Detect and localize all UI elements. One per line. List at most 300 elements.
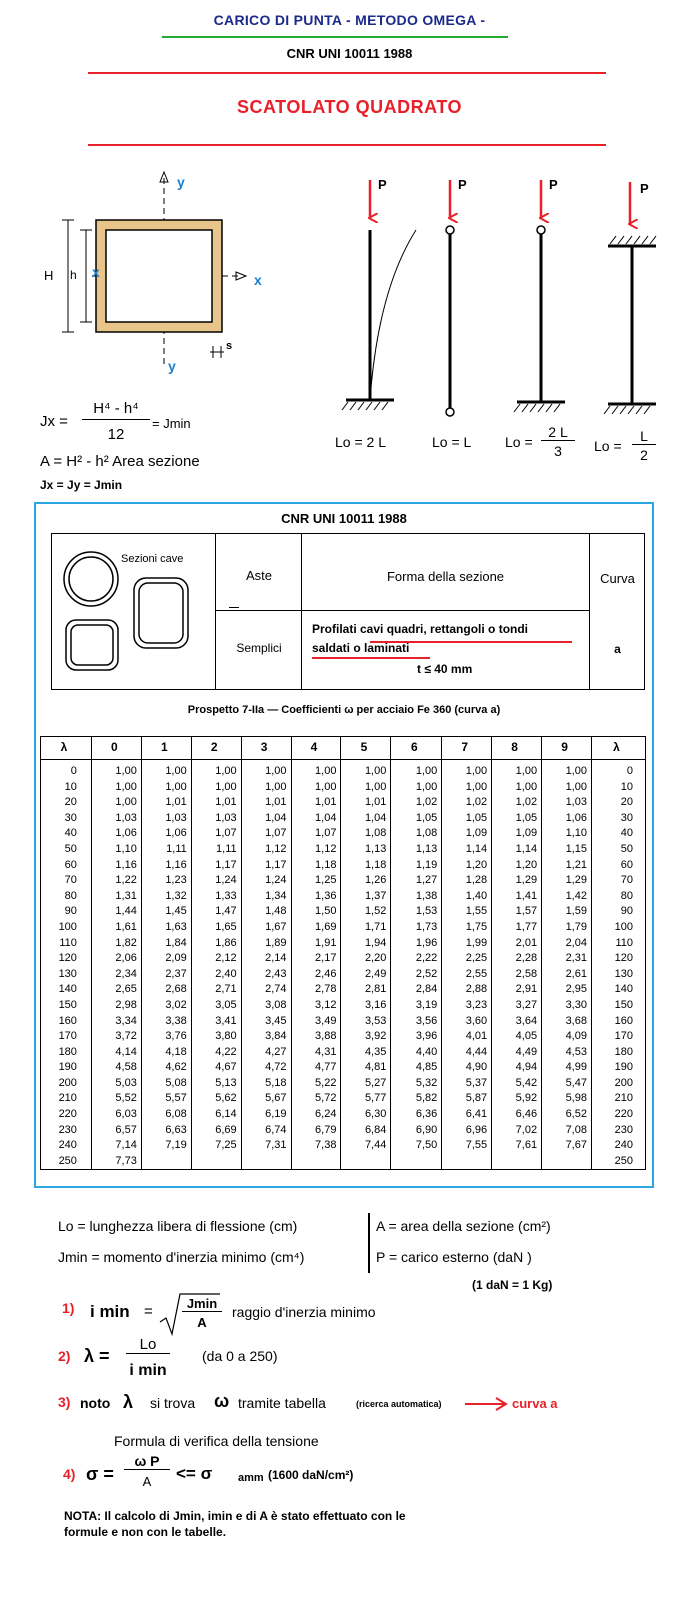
columns-diagram bbox=[320, 170, 699, 430]
step-3-text2: si trova bbox=[150, 1395, 196, 1411]
lambda-cell: 80 bbox=[41, 889, 92, 905]
omega-cell: 1,73 bbox=[391, 920, 442, 936]
lambda-cell: 20 bbox=[41, 795, 92, 811]
omega-cell bbox=[442, 1154, 492, 1170]
omega-cell: 5,03 bbox=[91, 1076, 141, 1092]
lambda-cell: 230 bbox=[41, 1123, 92, 1139]
omega-header-cell: 0 bbox=[91, 737, 141, 760]
omega-cell: 3,88 bbox=[291, 1029, 341, 1045]
lambda-cell: 10 bbox=[591, 780, 645, 796]
omega-cell: 1,33 bbox=[191, 889, 241, 905]
red-divider-bottom bbox=[88, 144, 606, 146]
omega-cell: 1,06 bbox=[542, 811, 592, 827]
omega-cell: 7,50 bbox=[391, 1138, 442, 1154]
omega-cell: 2,34 bbox=[91, 967, 141, 983]
step-2-num: Lo bbox=[126, 1336, 170, 1354]
omega-row bbox=[41, 982, 646, 998]
omega-cell: 7,02 bbox=[492, 1123, 542, 1139]
omega-cell: 6,08 bbox=[141, 1107, 191, 1123]
omega-row bbox=[41, 811, 646, 827]
omega-cell: 1,20 bbox=[442, 858, 492, 874]
step-1-desc: raggio d'inerzia minimo bbox=[232, 1304, 376, 1320]
omega-cell: 1,02 bbox=[492, 795, 542, 811]
omega-cell: 5,08 bbox=[141, 1076, 191, 1092]
omega-cell: 1,29 bbox=[492, 873, 542, 889]
omega-row bbox=[41, 1029, 646, 1045]
omega-cell: 2,55 bbox=[442, 967, 492, 983]
step-1-num: Jmin bbox=[182, 1296, 222, 1312]
green-divider bbox=[162, 36, 508, 38]
omega-cell: 4,14 bbox=[91, 1045, 141, 1061]
step-3-auto: (ricerca automatica) bbox=[356, 1399, 442, 1409]
omega-cell: 1,09 bbox=[442, 826, 492, 842]
x-label-right: x bbox=[254, 272, 262, 288]
lambda-cell: 150 bbox=[41, 998, 92, 1014]
hollow-sections-icon bbox=[58, 548, 208, 678]
omega-cell: 1,53 bbox=[391, 904, 442, 920]
omega-row bbox=[41, 760, 646, 780]
lambda-cell: 0 bbox=[41, 760, 92, 780]
omega-cell: 4,31 bbox=[291, 1045, 341, 1061]
omega-cell: 2,46 bbox=[291, 967, 341, 983]
omega-header-cell: λ bbox=[41, 737, 92, 760]
omega-cell: 1,91 bbox=[291, 936, 341, 952]
step-1-number: 1) bbox=[62, 1300, 75, 1316]
omega-cell: 1,99 bbox=[442, 936, 492, 952]
legend-jmin: Jmin = momento d'inerzia minimo (cm⁴) bbox=[58, 1249, 305, 1265]
omega-cell: 2,43 bbox=[241, 967, 291, 983]
red-divider-top bbox=[88, 72, 606, 74]
y-label-bottom: y bbox=[168, 358, 176, 374]
omega-cell: 4,53 bbox=[542, 1045, 592, 1061]
omega-cell: 1,82 bbox=[91, 936, 141, 952]
omega-cell: 5,18 bbox=[241, 1076, 291, 1092]
omega-row bbox=[41, 1091, 646, 1107]
col-forma-header: Forma della sezione bbox=[386, 569, 505, 584]
omega-cell: 1,03 bbox=[191, 811, 241, 827]
step-3-lambda: λ bbox=[123, 1392, 134, 1412]
omega-cell: 4,01 bbox=[442, 1029, 492, 1045]
omega-cell bbox=[191, 1154, 241, 1170]
omega-cell: 1,01 bbox=[191, 795, 241, 811]
omega-row bbox=[41, 1138, 646, 1154]
omega-cell: 1,40 bbox=[442, 889, 492, 905]
omega-cell: 6,63 bbox=[141, 1123, 191, 1139]
omega-cell: 2,71 bbox=[191, 982, 241, 998]
omega-cell: 1,45 bbox=[141, 904, 191, 920]
lambda-cell: 170 bbox=[591, 1029, 645, 1045]
lambda-cell: 60 bbox=[591, 858, 645, 874]
omega-cell: 2,81 bbox=[341, 982, 391, 998]
omega-cell: 1,02 bbox=[391, 795, 442, 811]
omega-cell bbox=[241, 1154, 291, 1170]
omega-cell: 2,52 bbox=[391, 967, 442, 983]
omega-cell: 1,57 bbox=[492, 904, 542, 920]
omega-cell: 1,00 bbox=[241, 760, 291, 780]
omega-cell bbox=[341, 1154, 391, 1170]
omega-cell: 2,20 bbox=[341, 951, 391, 967]
omega-cell: 6,79 bbox=[291, 1123, 341, 1139]
omega-cell: 5,27 bbox=[341, 1076, 391, 1092]
H-label: H bbox=[44, 268, 54, 283]
omega-header-cell: 7 bbox=[442, 737, 492, 760]
omega-cell: 1,16 bbox=[91, 858, 141, 874]
omega-cell: 1,38 bbox=[391, 889, 442, 905]
omega-cell: 1,24 bbox=[191, 873, 241, 889]
omega-cell: 4,67 bbox=[191, 1060, 241, 1076]
omega-cell: 1,08 bbox=[341, 826, 391, 842]
omega-row bbox=[41, 842, 646, 858]
omega-cell: 1,00 bbox=[391, 760, 442, 780]
lambda-cell: 160 bbox=[41, 1014, 92, 1030]
omega-cell: 1,18 bbox=[341, 858, 391, 874]
omega-cell: 1,00 bbox=[241, 780, 291, 796]
omega-cell: 3,08 bbox=[241, 998, 291, 1014]
omega-row bbox=[41, 1123, 646, 1139]
omega-cell: 1,03 bbox=[91, 811, 141, 827]
omega-cell: 1,55 bbox=[442, 904, 492, 920]
P-label-3: P bbox=[549, 177, 558, 192]
omega-row bbox=[41, 1014, 646, 1030]
omega-cell bbox=[391, 1154, 442, 1170]
P-label-2: P bbox=[458, 177, 467, 192]
lambda-cell: 130 bbox=[41, 967, 92, 983]
omega-cell: 1,00 bbox=[91, 760, 141, 780]
omega-cell: 2,78 bbox=[291, 982, 341, 998]
h-label: h bbox=[70, 268, 77, 282]
omega-row bbox=[41, 967, 646, 983]
omega-cell: 2,06 bbox=[91, 951, 141, 967]
omega-cell: 1,00 bbox=[91, 795, 141, 811]
step-2-den: i min bbox=[129, 1362, 167, 1379]
step-3-omega: ω bbox=[214, 1391, 230, 1411]
omega-cell: 1,01 bbox=[291, 795, 341, 811]
step-2-desc: (da 0 a 250) bbox=[202, 1348, 278, 1364]
omega-cell: 3,16 bbox=[341, 998, 391, 1014]
omega-cell: 1,25 bbox=[291, 873, 341, 889]
omega-cell: 1,00 bbox=[442, 780, 492, 796]
col-aste-header: Aste bbox=[245, 568, 272, 583]
omega-cell: 6,19 bbox=[241, 1107, 291, 1123]
lambda-cell: 110 bbox=[41, 936, 92, 952]
omega-cell: 5,87 bbox=[442, 1091, 492, 1107]
omega-cell: 1,01 bbox=[341, 795, 391, 811]
lambda-cell: 100 bbox=[591, 920, 645, 936]
omega-cell: 2,37 bbox=[141, 967, 191, 983]
omega-cell: 1,16 bbox=[141, 858, 191, 874]
omega-row bbox=[41, 858, 646, 874]
omega-cell: 4,85 bbox=[391, 1060, 442, 1076]
omega-cell: 6,96 bbox=[442, 1123, 492, 1139]
omega-cell: 6,36 bbox=[391, 1107, 442, 1123]
omega-cell: 3,49 bbox=[291, 1014, 341, 1030]
lo-case-3-den: 3 bbox=[554, 443, 562, 459]
omega-cell: 1,31 bbox=[91, 889, 141, 905]
section-type-title: SCATOLATO QUADRATO bbox=[237, 97, 462, 117]
P-label-4: P bbox=[640, 181, 649, 196]
omega-cell: 1,06 bbox=[91, 826, 141, 842]
omega-header-cell: 2 bbox=[191, 737, 241, 760]
col-curva-header: Curva bbox=[600, 571, 635, 586]
omega-cell: 6,30 bbox=[341, 1107, 391, 1123]
omega-cell: 5,42 bbox=[492, 1076, 542, 1092]
omega-cell: 4,49 bbox=[492, 1045, 542, 1061]
lambda-cell: 70 bbox=[41, 873, 92, 889]
omega-cell: 1,63 bbox=[141, 920, 191, 936]
omega-cell: 6,74 bbox=[241, 1123, 291, 1139]
omega-cell: 3,53 bbox=[341, 1014, 391, 1030]
lo-case-1: Lo = 2 L bbox=[335, 434, 386, 450]
omega-cell: 7,55 bbox=[442, 1138, 492, 1154]
lambda-cell: 0 bbox=[591, 760, 645, 780]
omega-cell: 5,92 bbox=[492, 1091, 542, 1107]
lo-case-4-den: 2 bbox=[640, 447, 648, 463]
step-4-sigma: σ = bbox=[86, 1464, 114, 1484]
row-aste-value: Semplici bbox=[236, 641, 282, 655]
legend-lo: Lo = lunghezza libera di flessione (cm) bbox=[58, 1218, 298, 1234]
lambda-cell: 210 bbox=[591, 1091, 645, 1107]
omega-cell: 2,22 bbox=[391, 951, 442, 967]
omega-cell: 1,03 bbox=[141, 811, 191, 827]
omega-cell: 5,47 bbox=[542, 1076, 592, 1092]
omega-cell: 3,68 bbox=[542, 1014, 592, 1030]
lambda-cell: 10 bbox=[41, 780, 92, 796]
lambda-cell: 210 bbox=[41, 1091, 92, 1107]
omega-cell: 1,37 bbox=[341, 889, 391, 905]
omega-cell: 1,00 bbox=[191, 780, 241, 796]
omega-cell: 6,03 bbox=[91, 1107, 141, 1123]
omega-cell: 1,50 bbox=[291, 904, 341, 920]
omega-cell: 5,22 bbox=[291, 1076, 341, 1092]
omega-cell: 1,67 bbox=[241, 920, 291, 936]
omega-cell: 1,42 bbox=[542, 889, 592, 905]
omega-row bbox=[41, 780, 646, 796]
lambda-cell: 190 bbox=[591, 1060, 645, 1076]
omega-cell: 2,01 bbox=[492, 936, 542, 952]
omega-cell: 6,90 bbox=[391, 1123, 442, 1139]
omega-cell: 6,14 bbox=[191, 1107, 241, 1123]
lambda-cell: 240 bbox=[41, 1138, 92, 1154]
step-1-var: i min bbox=[90, 1302, 130, 1321]
omega-cell: 1,24 bbox=[241, 873, 291, 889]
omega-header-cell: 3 bbox=[241, 737, 291, 760]
omega-cell: 1,02 bbox=[442, 795, 492, 811]
omega-cell: 4,27 bbox=[241, 1045, 291, 1061]
lambda-cell: 50 bbox=[591, 842, 645, 858]
omega-cell: 4,18 bbox=[141, 1045, 191, 1061]
omega-cell: 3,23 bbox=[442, 998, 492, 1014]
row-forma-line2: saldati o laminati bbox=[312, 641, 410, 655]
omega-cell: 1,12 bbox=[241, 842, 291, 858]
lambda-cell: 30 bbox=[41, 811, 92, 827]
omega-header-cell: 1 bbox=[141, 737, 191, 760]
omega-row bbox=[41, 1107, 646, 1123]
omega-cell: 2,14 bbox=[241, 951, 291, 967]
omega-cell: 6,52 bbox=[542, 1107, 592, 1123]
deflected-shape bbox=[370, 230, 416, 400]
omega-cell: 1,12 bbox=[291, 842, 341, 858]
omega-header-cell: 8 bbox=[492, 737, 542, 760]
verify-title: Formula di verifica della tensione bbox=[114, 1433, 319, 1449]
omega-cell: 1,26 bbox=[341, 873, 391, 889]
omega-cell: 1,05 bbox=[391, 811, 442, 827]
lambda-cell: 190 bbox=[41, 1060, 92, 1076]
prospetto-caption: Prospetto 7-IIa — Coefficienti ω per acciaio Fe 360 (curva a) bbox=[187, 704, 501, 716]
standard-label: CNR UNI 10011 1988 bbox=[286, 46, 413, 61]
omega-cell: 1,00 bbox=[341, 780, 391, 796]
lambda-cell: 220 bbox=[591, 1107, 645, 1123]
lambda-cell: 150 bbox=[591, 998, 645, 1014]
omega-cell: 3,80 bbox=[191, 1029, 241, 1045]
omega-cell: 3,34 bbox=[91, 1014, 141, 1030]
omega-cell: 2,84 bbox=[391, 982, 442, 998]
lambda-cell: 160 bbox=[591, 1014, 645, 1030]
omega-cell: 4,35 bbox=[341, 1045, 391, 1061]
omega-cell: 3,27 bbox=[492, 998, 542, 1014]
omega-cell: 1,00 bbox=[542, 780, 592, 796]
step-1-eq: = bbox=[144, 1303, 153, 1320]
omega-cell: 1,89 bbox=[241, 936, 291, 952]
row-curva-value: a bbox=[614, 642, 621, 656]
lambda-cell: 140 bbox=[591, 982, 645, 998]
omega-cell: 5,13 bbox=[191, 1076, 241, 1092]
omega-cell: 2,58 bbox=[492, 967, 542, 983]
lambda-cell: 40 bbox=[41, 826, 92, 842]
omega-cell: 3,05 bbox=[191, 998, 241, 1014]
omega-row bbox=[41, 826, 646, 842]
lambda-cell: 120 bbox=[41, 951, 92, 967]
omega-cell: 6,57 bbox=[91, 1123, 141, 1139]
omega-cell: 4,99 bbox=[542, 1060, 592, 1076]
step-4-number: 4) bbox=[63, 1466, 76, 1482]
omega-cell: 1,21 bbox=[542, 858, 592, 874]
omega-cell: 2,91 bbox=[492, 982, 542, 998]
omega-cell: 1,07 bbox=[191, 826, 241, 842]
omega-cell: 1,15 bbox=[542, 842, 592, 858]
lo-case-2: Lo = L bbox=[432, 434, 472, 450]
omega-cell: 1,03 bbox=[542, 795, 592, 811]
y-label-top: y bbox=[177, 174, 185, 190]
omega-cell: 1,05 bbox=[492, 811, 542, 827]
omega-cell: 3,38 bbox=[141, 1014, 191, 1030]
omega-cell: 1,75 bbox=[442, 920, 492, 936]
omega-cell: 1,10 bbox=[91, 842, 141, 858]
omega-cell: 1,69 bbox=[291, 920, 341, 936]
omega-cell: 1,07 bbox=[291, 826, 341, 842]
section-diagram bbox=[30, 170, 290, 390]
omega-cell: 1,77 bbox=[492, 920, 542, 936]
omega-cell: 1,47 bbox=[191, 904, 241, 920]
jx-jy-equality: Jx = Jy = Jmin bbox=[40, 478, 123, 492]
omega-row bbox=[41, 1076, 646, 1092]
jx-denominator: 12 bbox=[107, 426, 125, 443]
legend-load: P = carico esterno (daN ) bbox=[376, 1249, 532, 1265]
lambda-cell: 240 bbox=[591, 1138, 645, 1154]
lambda-cell: 40 bbox=[591, 826, 645, 842]
omega-cell: 3,02 bbox=[141, 998, 191, 1014]
omega-cell: 1,04 bbox=[341, 811, 391, 827]
omega-cell: 4,40 bbox=[391, 1045, 442, 1061]
omega-cell: 1,07 bbox=[241, 826, 291, 842]
omega-cell: 1,19 bbox=[391, 858, 442, 874]
omega-header-cell: λ bbox=[591, 737, 645, 760]
omega-cell: 3,96 bbox=[391, 1029, 442, 1045]
omega-cell: 3,30 bbox=[542, 998, 592, 1014]
omega-row bbox=[41, 1154, 646, 1170]
omega-cell: 2,28 bbox=[492, 951, 542, 967]
omega-coefficients-table bbox=[40, 736, 646, 1170]
omega-cell: 1,00 bbox=[492, 780, 542, 796]
lambda-cell: 200 bbox=[41, 1076, 92, 1092]
lambda-cell: 200 bbox=[591, 1076, 645, 1092]
omega-cell: 1,00 bbox=[141, 760, 191, 780]
omega-cell: 2,49 bbox=[341, 967, 391, 983]
omega-header-cell: 6 bbox=[391, 737, 442, 760]
omega-row bbox=[41, 889, 646, 905]
step-1-den: A bbox=[197, 1315, 207, 1330]
omega-cell: 3,56 bbox=[391, 1014, 442, 1030]
omega-cell: 1,09 bbox=[492, 826, 542, 842]
omega-cell: 1,14 bbox=[442, 842, 492, 858]
omega-cell: 1,17 bbox=[191, 858, 241, 874]
omega-cell: 1,96 bbox=[391, 936, 442, 952]
lambda-cell: 230 bbox=[591, 1123, 645, 1139]
omega-cell: 6,69 bbox=[191, 1123, 241, 1139]
row-forma-line1: Profilati cavi quadri, rettangoli o tondi bbox=[312, 622, 529, 636]
omega-cell: 5,57 bbox=[141, 1091, 191, 1107]
omega-cell: 3,41 bbox=[191, 1014, 241, 1030]
omega-cell: 3,12 bbox=[291, 998, 341, 1014]
lambda-cell: 130 bbox=[591, 967, 645, 983]
lambda-cell: 180 bbox=[591, 1045, 645, 1061]
omega-cell: 1,28 bbox=[442, 873, 492, 889]
omega-header-cell: 4 bbox=[291, 737, 341, 760]
omega-cell: 1,00 bbox=[191, 760, 241, 780]
omega-row bbox=[41, 951, 646, 967]
omega-cell: 3,76 bbox=[141, 1029, 191, 1045]
x-label-left: x bbox=[92, 264, 100, 280]
lambda-cell: 180 bbox=[41, 1045, 92, 1061]
omega-cell: 1,36 bbox=[291, 889, 341, 905]
omega-cell: 1,00 bbox=[442, 760, 492, 780]
omega-row bbox=[41, 1045, 646, 1061]
omega-cell: 1,71 bbox=[341, 920, 391, 936]
lambda-cell: 90 bbox=[591, 904, 645, 920]
omega-cell: 2,12 bbox=[191, 951, 241, 967]
omega-cell: 1,08 bbox=[391, 826, 442, 842]
omega-cell: 4,62 bbox=[141, 1060, 191, 1076]
omega-cell: 2,40 bbox=[191, 967, 241, 983]
omega-cell: 4,94 bbox=[492, 1060, 542, 1076]
omega-cell: 1,04 bbox=[291, 811, 341, 827]
omega-cell: 1,79 bbox=[542, 920, 592, 936]
omega-cell: 5,52 bbox=[91, 1091, 141, 1107]
omega-cell: 1,86 bbox=[191, 936, 241, 952]
lambda-cell: 50 bbox=[41, 842, 92, 858]
step-4-limit: (1600 daN/cm²) bbox=[268, 1468, 354, 1482]
omega-cell: 1,00 bbox=[141, 780, 191, 796]
omega-cell: 1,00 bbox=[291, 780, 341, 796]
omega-cell: 1,84 bbox=[141, 936, 191, 952]
omega-cell: 1,14 bbox=[492, 842, 542, 858]
omega-cell: 7,38 bbox=[291, 1138, 341, 1154]
omega-cell: 1,04 bbox=[241, 811, 291, 827]
omega-row bbox=[41, 904, 646, 920]
omega-cell: 7,19 bbox=[141, 1138, 191, 1154]
omega-cell: 1,27 bbox=[391, 873, 442, 889]
lambda-cell: 100 bbox=[41, 920, 92, 936]
legend-area: A = area della sezione (cm²) bbox=[376, 1218, 551, 1234]
